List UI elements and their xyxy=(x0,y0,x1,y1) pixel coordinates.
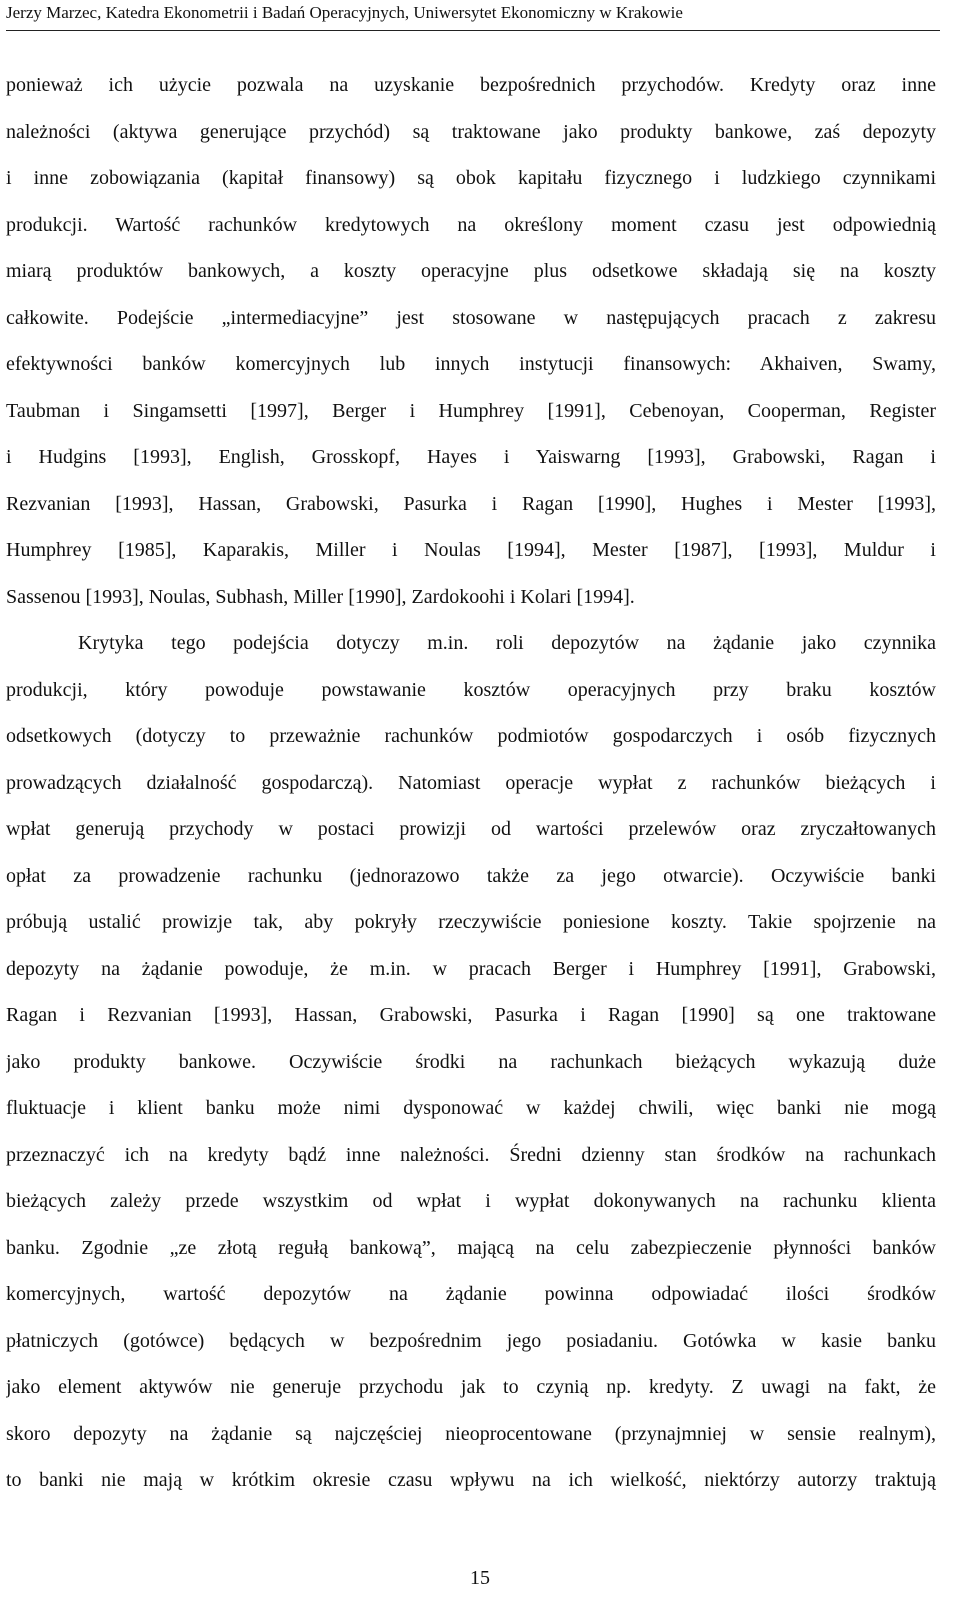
text-line: odsetkowych (dotyczy to przeważnie rachunków podmiotów gospodarczych i osób fizycznych xyxy=(6,725,936,747)
text-line: produkcji, który powoduje powstawanie kosztów operacyjnych przy braku kosztów xyxy=(6,678,936,701)
text-line: skoro depozyty na żądanie są najczęściej nieoprocentowane (przynajmniej w sensie realnym), xyxy=(6,1422,936,1445)
text-line: fluktuacje i klient banku może nimi dysponować w każdej chwili, więc banki nie mogą xyxy=(6,1097,936,1119)
header-rule xyxy=(6,30,940,31)
text-line: ponieważ ich użycie pozwala na uzyskanie bezpośrednich przychodów. Kredyty oraz inne xyxy=(6,74,936,96)
text-line: opłat za prowadzenie rachunku (jednorazowo także za jego otwarcie). Oczywiście banki xyxy=(6,864,936,887)
text-line: komercyjnych, wartość depozytów na żądanie powinna odpowiadać ilości środków xyxy=(6,1283,936,1305)
text-line: depozyty na żądanie powoduje, że m.in. w pracach Berger i Humphrey [1991], Grabowski, xyxy=(6,957,936,980)
text-line: Ragan i Rezvanian [1993], Hassan, Grabowski, Pasurka i Ragan [1990] są one traktowane xyxy=(6,1004,936,1026)
paragraph-first-line: Krytyka tego podejścia dotyczy m.in. roli depozytów na żądanie jako czynnika xyxy=(78,632,936,654)
text-line: jako produkty bankowe. Oczywiście środki na rachunkach bieżących wykazują duże xyxy=(6,1050,936,1073)
text-line: i inne zobowiązania (kapitał finansowy) są obok kapitału fizycznego i ludzkiego czynnikami xyxy=(6,167,936,189)
text-line: bieżących zależy przede wszystkim od wpłat i wypłat dokonywanych na rachunku klienta xyxy=(6,1190,936,1212)
text-line: przeznaczyć ich na kredyty bądź inne należności. Średni dzienny stan środków na rachunkach xyxy=(6,1143,936,1166)
text-line: wpłat generują przychody w postaci prowizji od wartości przelewów oraz zryczałtowanych xyxy=(6,818,936,840)
text-line: Humphrey [1985], Kaparakis, Miller i Noulas [1994], Mester [1987], [1993], Muldur i xyxy=(6,539,936,561)
text-line: produkcji. Wartość rachunków kredytowych na określony moment czasu jest odpowiednią xyxy=(6,213,936,236)
text-line: efektywności banków komercyjnych lub innych instytucji finansowych: Akhaiven, Swamy, xyxy=(6,353,936,375)
text-line: Taubman i Singamsetti [1997], Berger i Humphrey [1991], Cebenoyan, Cooperman, Register xyxy=(6,399,936,422)
text-line: Sassenou [1993], Noulas, Subhash, Miller [1990], Zardokoohi i Kolari [1994]. xyxy=(6,585,635,608)
text-line: miarą produktów bankowych, a koszty operacyjne plus odsetkowe składają się na koszty xyxy=(6,260,936,282)
text-line: banku. Zgodnie „ze złotą regułą bankową”, mającą na celu zabezpieczenie płynności banków xyxy=(6,1236,936,1259)
running-header: Jerzy Marzec, Katedra Ekonometrii i Badań Operacyjnych, Uniwersytet Ekonomiczny w Krakowie xyxy=(6,3,683,22)
page-number: 15 xyxy=(470,1567,490,1589)
text-line: Rezvanian [1993], Hassan, Grabowski, Pasurka i Ragan [1990], Hughes i Mester [1993], xyxy=(6,492,936,515)
text-line: należności (aktywa generujące przychód) są traktowane jako produkty bankowe, zaś depozyty xyxy=(6,120,936,143)
text-line: prowadzących działalność gospodarczą). Natomiast operacje wypłat z rachunków bieżących i xyxy=(6,771,936,794)
text-line: próbują ustalić prowizje tak, aby pokryły rzeczywiście poniesione koszty. Takie spojrzenie na xyxy=(6,911,936,933)
body-text xyxy=(6,62,936,1504)
text-line: jako element aktywów nie generuje przychodu jak to czynią np. kredyty. Z uwagi na fakt, że xyxy=(6,1376,936,1398)
text-line: całkowite. Podejście „intermediacyjne” jest stosowane w następujących pracach z zakresu xyxy=(6,306,936,329)
text-line: to banki nie mają w krótkim okresie czasu wpływu na ich wielkość, niektórzy autorzy traktują xyxy=(6,1469,936,1491)
text-line: i Hudgins [1993], English, Grosskopf, Hayes i Yaiswarng [1993], Grabowski, Ragan i xyxy=(6,446,936,468)
text-line: płatniczych (gotówce) będących w bezpośrednim jego posiadaniu. Gotówka w kasie banku xyxy=(6,1329,936,1352)
